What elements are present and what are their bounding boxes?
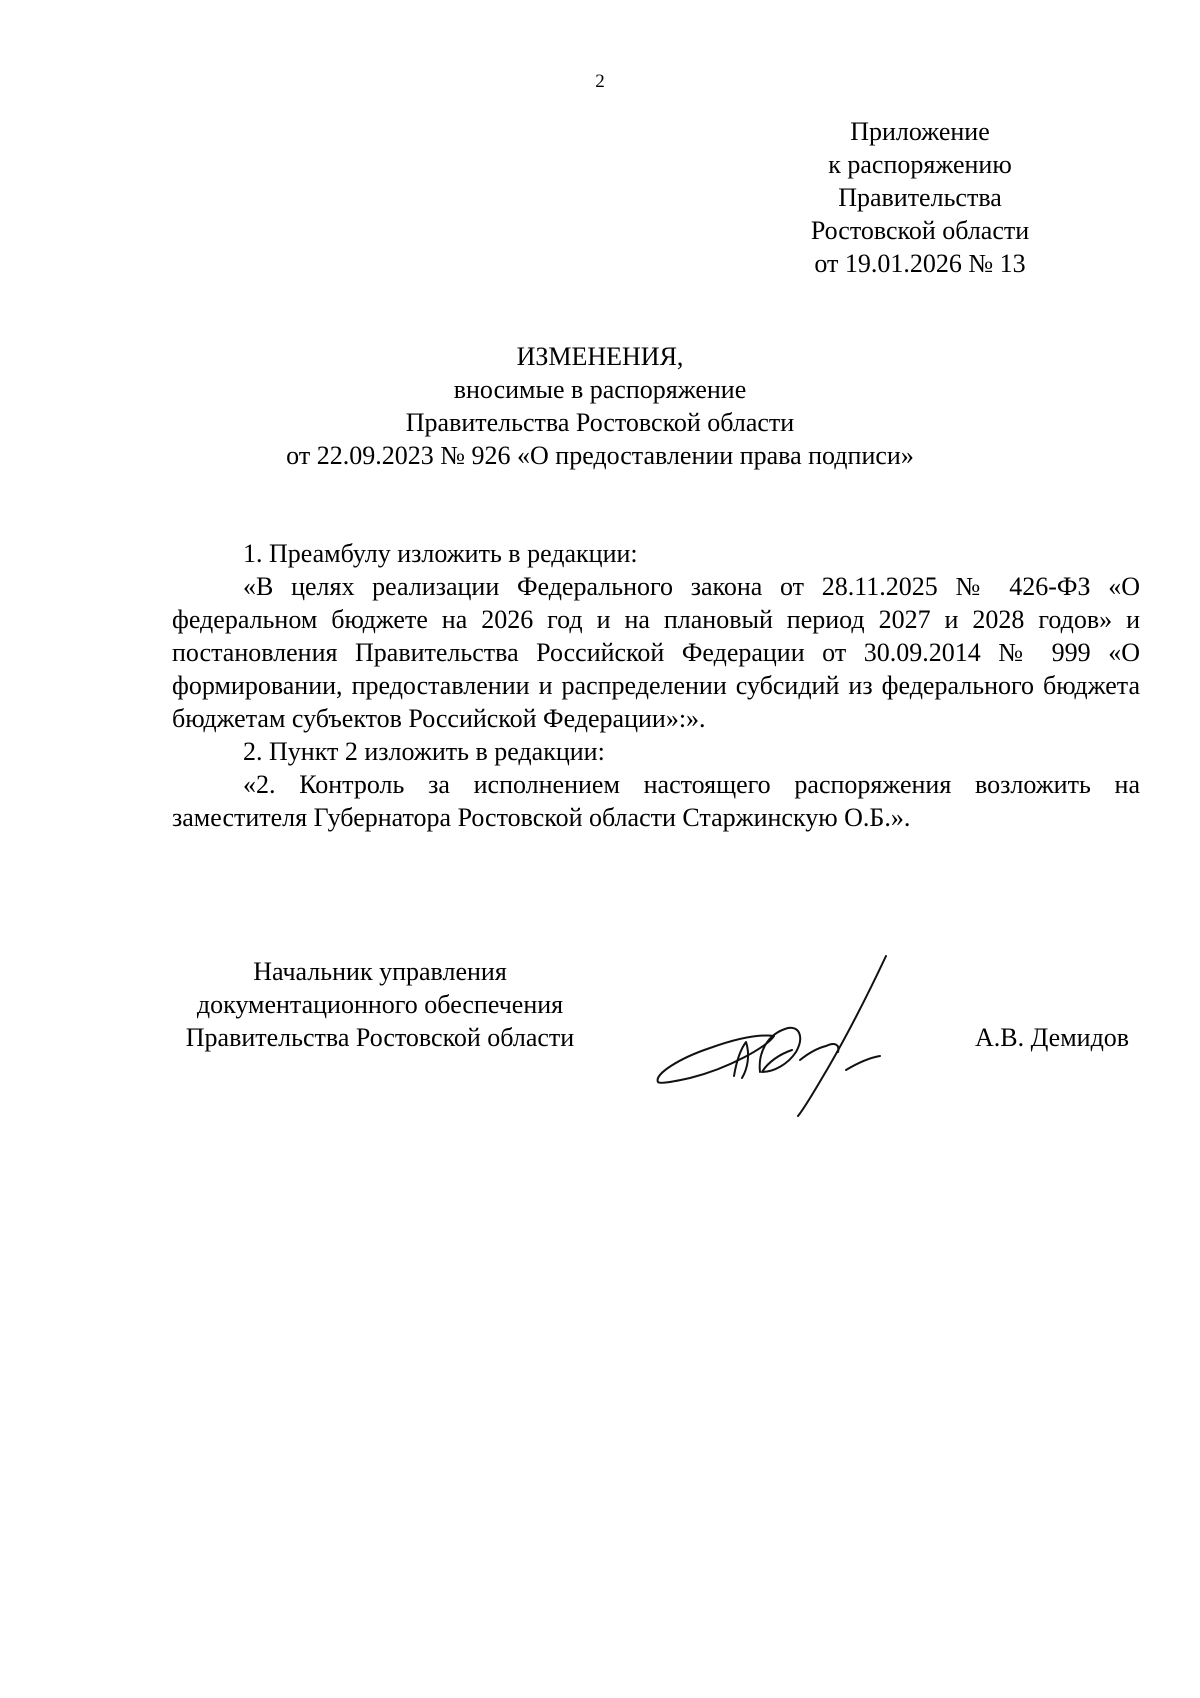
handwritten-signature-icon [650, 950, 930, 1120]
body-paragraph: «В целях реализации Федерального закона от 28.11.2025 № 426-ФЗ «О федеральном бюджете на 2026 год и на плановый период 2027 и 2028 годов» и постановления Правительства Российской Федерации от 30.09.2014 № 999 «О формировании, предоставлении и распределении субсидий из федерального бюджета бюджетам субъектов Российской Федерации»:». [172, 572, 1140, 733]
signatory-position [150, 955, 610, 1054]
signatory-position-line: Начальник управления [253, 957, 507, 986]
appendix-line: Правительства [838, 183, 1002, 212]
appendix-line: к распоряжению [828, 150, 1012, 179]
title-heading: ИЗМЕНЕНИЯ, [516, 342, 684, 371]
body-paragraph: 2. Пункт 2 изложить в редакции: [243, 737, 605, 766]
document-body [172, 537, 1140, 834]
appendix-line: Ростовской области [810, 216, 1030, 245]
appendix-block [710, 115, 1130, 280]
title-line: вносимые в распоряжение [453, 375, 747, 404]
appendix-line: Приложение [850, 117, 990, 146]
signer-name: А.В. Демидов [975, 1023, 1130, 1052]
body-paragraph: 1. Преамбулу изложить в редакции: [243, 539, 638, 568]
signatory-position-line: документационного обеспечения [196, 990, 564, 1019]
document-title [0, 340, 1200, 472]
title-line: от 22.09.2023 № 926 «О предоставлении права подписи» [286, 441, 914, 470]
signatory-position-line: Правительства Ростовской области [185, 1023, 575, 1052]
body-paragraph: «2. Контроль за исполнением настоящего распоряжения возложить на заместителя Губернатора Ростовской области Старжинскую О.Б.». [172, 770, 1140, 832]
appendix-line: от 19.01.2026 № 13 [814, 249, 1026, 278]
title-line: Правительства Ростовской области [405, 408, 795, 437]
page-number: 2 [595, 71, 605, 92]
